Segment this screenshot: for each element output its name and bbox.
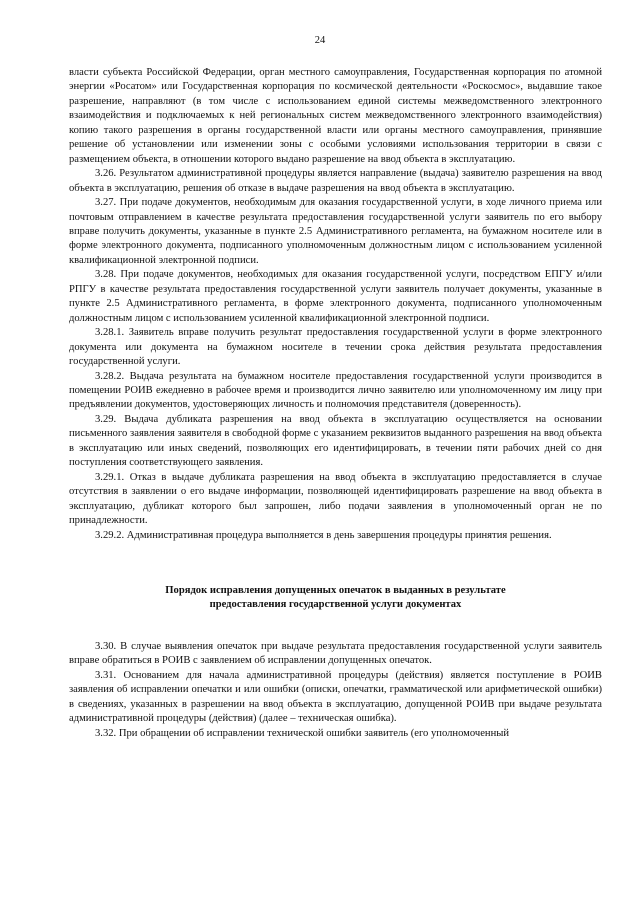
paragraph-3-29-2: 3.29.2. Административная процедура выполняется в день завершения процедуры принятия решения. [95, 529, 552, 541]
paragraph-continuation: власти субъекта Российской Федерации, орган местного самоуправления, Государственная корпорация по атомной энергии «Росатом» или Государственная корпорация по космической деятельности «Роскосмос», выдавшие такое разрешение, направляют (в том числе с использованием единой системы межведомственного электронного взаимодействия и подключаемых к ней региональных систем межведомственного электронного взаимодействия) копию такого разрешения в органы государственной власти или органы местного самоуправления, принявшие решение об установлении или изменении зоны с особыми условиями использования территории в связи с размещением объекта, в отношении которого выдано разрешение на ввод объекта в эксплуатацию. [69, 67, 602, 165]
paragraph-3-28-1: 3.28.1. Заявитель вправе получить результат предоставления государственной услуги в форме электронного документа или документа на бумажном носителе в течении срока действия результата предоставления государственной услуги. [69, 327, 602, 368]
paragraph-3-31: 3.31. Основанием для начала административной процедуры (действия) является поступление в РОИВ заявления об исправлении опечатки и или ошибки (описки, опечатки, грамматической или арифметической ошибки) в сведениях, указанных в разрешении на ввод объекта в эксплуатацию, допущенной РОИВ при выдаче результата административной процедуры (действия) (далее – техническая ошибка). [69, 669, 602, 725]
document-body [69, 66, 602, 741]
paragraph-3-28-2: 3.28.2. Выдача результата на бумажном носителе предоставления государственной услуги производится в помещении РОИВ ежедневно в рабочее время и производится лично заявителю или уполномоченному им лицу при предъявлении документов, удостоверяющих личность и полномочия представителя (доверенность). [69, 370, 602, 411]
section-heading-line-1: Порядок исправления допущенных опечаток в выданных в результате [165, 584, 506, 596]
paragraph-3-29-1: 3.29.1. Отказ в выдаче дубликата разрешения на ввод объекта в эксплуатацию предоставляется в случае отсутствия в заявлении о его выдаче информации, позволяющей идентифицировать разрешение на ввод объекта в эксплуатацию, дубликат которого был запрошен, либо подачи заявления в уполномоченный орган не по принадлежности. [69, 471, 602, 527]
paragraph-3-26: 3.26. Результатом административной процедуры является направление (выдача) заявителю разрешения на ввод объекта в эксплуатацию, решения об отказе в выдаче разрешения на ввод объекта в эксплуатацию. [69, 168, 602, 194]
paragraph-3-32: 3.32. При обращении об исправлении технической ошибки заявитель (его уполномоченный [95, 727, 510, 739]
paragraph-3-28: 3.28. При подаче документов, необходимых для оказания государственной услуги, посредством ЕПГУ и/или РПГУ в качестве результата предоставления государственной услуги заявитель получает документы, указанные в пункте 2.5 Административного регламента, в форме электронного документа, подписанного уполномоченным должностным лицом с использованием усиленной квалификационной электронной подписи. [69, 269, 602, 324]
paragraph-3-30: 3.30. В случае выявления опечаток при выдаче результата предоставления государственной услуги заявитель вправе обратиться в РОИВ с заявлением об исправлении допущенных опечаток. [69, 640, 602, 667]
paragraph-3-29: 3.29. Выдача дубликата разрешения на ввод объекта в эксплуатацию осуществляется на основании письменного заявления заявителя в свободной форме с указанием реквизитов выданного разрешения на ввод объекта в эксплуатацию или иных сведений, позволяющих его идентифицировать, в течении пяти рабочих дней со дня поступления соответствующего заявления. [69, 413, 602, 469]
section-heading-line-2: предоставления государственной услуги документах [209, 599, 462, 611]
paragraph-3-27: 3.27. При подаче документов, необходимым для оказания государственной услуги, в ходе личного приема или почтовым отправлением в качестве результата предоставления государственной услуги заявитель по его выбору вправе получить документы, указанные в пункте 2.5 Административного регламента, на бумажном носителе или в форме электронного документа, подписанного уполномоченным должностным лицом с использованием усиленной квалификационной электронной подписи. [69, 197, 602, 266]
section-heading [69, 584, 602, 613]
page-number: 24 [314, 35, 326, 46]
